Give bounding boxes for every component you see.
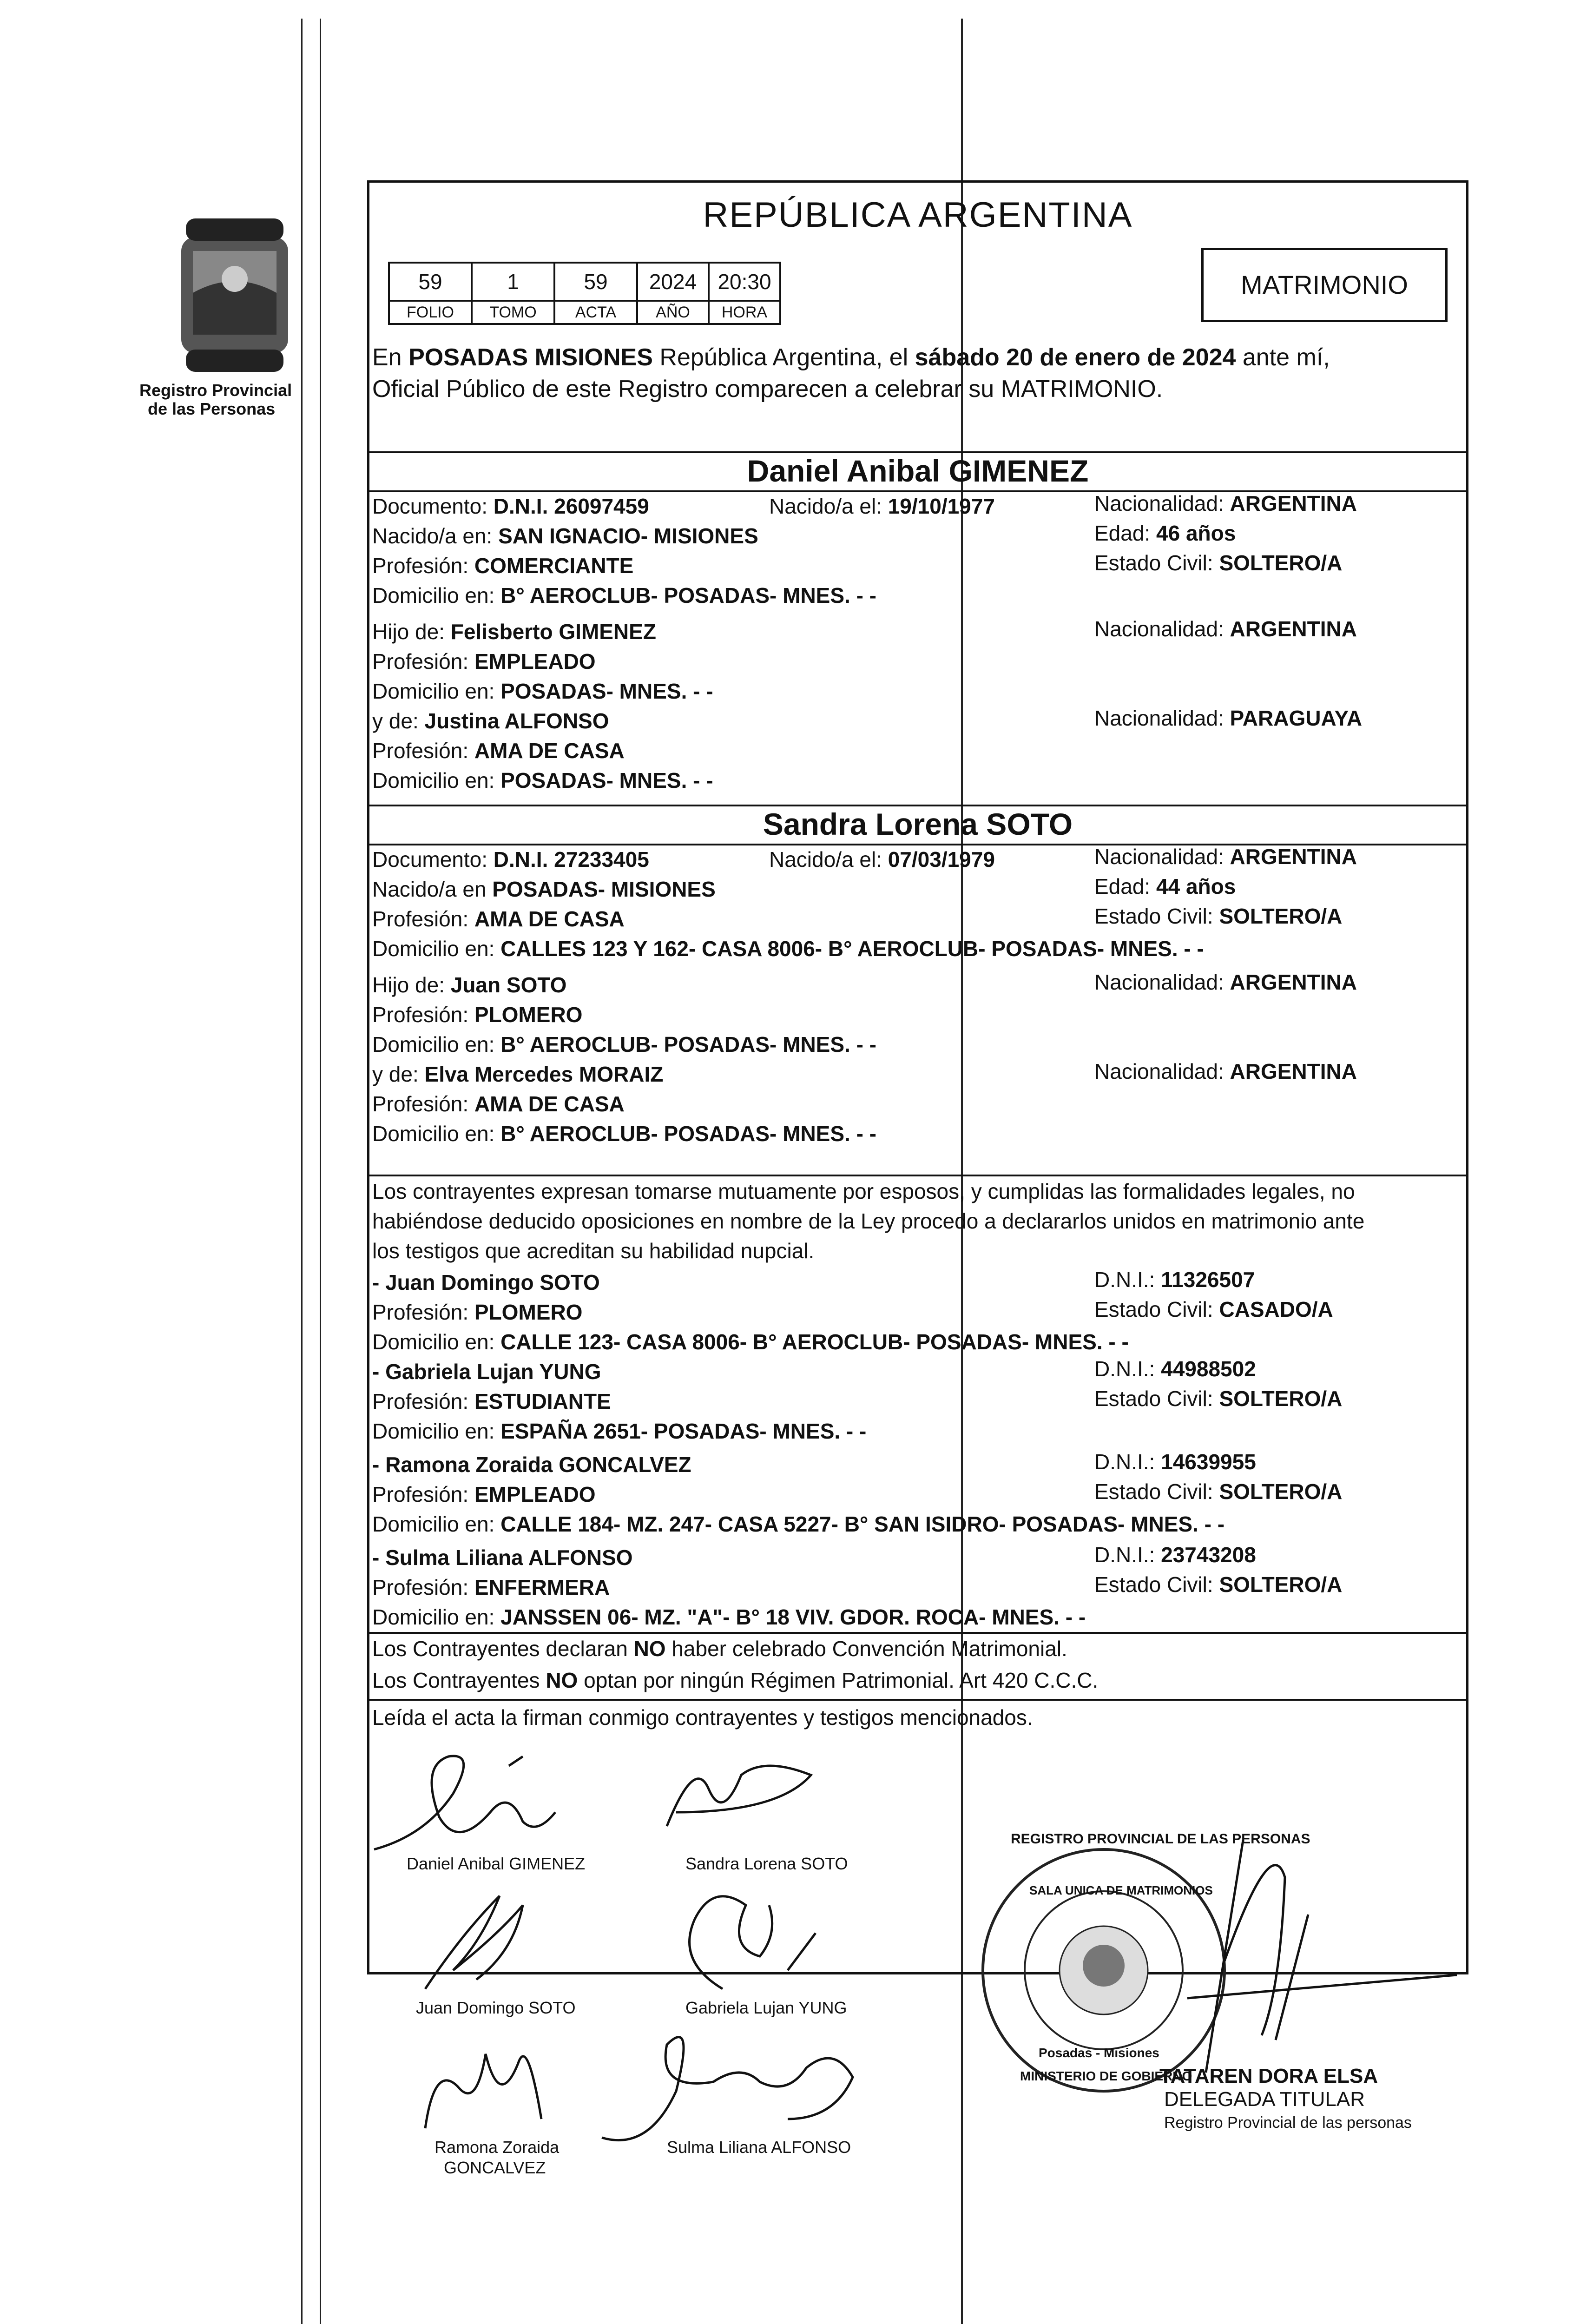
official-role: DELEGADA TITULAR (1164, 2088, 1365, 2111)
signature-label-gabriela: Gabriela Lujan YUNG (685, 1998, 847, 2017)
signature-label-sulma: Sulma Liliana ALFONSO (667, 2138, 851, 2157)
act-type-box: MATRIMONIO (1201, 248, 1448, 322)
contrayente1-civil-status: Estado Civil: SOLTERO/A (1094, 551, 1343, 575)
contrayente2-mother: y de: Elva Mercedes MORAIZ (372, 1062, 664, 1086)
signature-sandra (658, 1747, 825, 1840)
witness-profession: Profesión: EMPLEADO (372, 1482, 596, 1506)
signature-gabriela (667, 1877, 834, 1998)
signature-label-daniel: Daniel Anibal GIMENEZ (407, 1854, 586, 1873)
convention-line1: Los Contrayentes declaran NO haber celebrado Convención Matrimonial. (372, 1637, 1067, 1661)
marriage-certificate-form (367, 180, 1468, 2177)
contrayente2-address: Domicilio en: CALLES 123 Y 162- CASA 8006- B° AEROCLUB- POSADAS- MNES. - - (372, 937, 1204, 961)
folio-value: 59 (390, 264, 471, 302)
witness-dni: D.N.I.: 44988502 (1094, 1357, 1256, 1381)
witness-name: - Ramona Zoraida GONCALVEZ (372, 1452, 691, 1477)
witness-dni: D.N.I.: 11326507 (1094, 1268, 1255, 1292)
contrayente1-address: Domicilio en: B° AEROCLUB- POSADAS- MNES. - - (372, 583, 877, 607)
contrayente2-civil-status: Estado Civil: SOLTERO/A (1094, 904, 1343, 928)
read-statement: Leída el acta la firman conmigo contrayentes y testigos mencionados. (372, 1705, 1033, 1730)
contrayente2-name: Sandra Lorena SOTO (763, 807, 1073, 841)
signature-label-juan: Juan Domingo SOTO (416, 1998, 576, 2017)
witness-address: Domicilio en: CALLE 184- MZ. 247- CASA 5227- B° SAN ISIDRO- POSADAS- MNES. - - (372, 1512, 1225, 1536)
contrayente1-name: Daniel Anibal GIMENEZ (747, 454, 1089, 488)
witness-civil-status: Estado Civil: SOLTERO/A (1094, 1386, 1343, 1411)
hora-label: HORA (721, 304, 768, 321)
contrayente2-mother-address: Domicilio en: B° AEROCLUB- POSADAS- MNES. - - (372, 1122, 877, 1146)
witness-civil-status: Estado Civil: SOLTERO/A (1094, 1572, 1343, 1597)
contrayente1-father-profession: Profesión: EMPLEADO (372, 649, 596, 673)
contrayente1-mother-nationality: Nacionalidad: PARAGUAYA (1094, 706, 1363, 730)
registry-cells (388, 262, 781, 325)
acta-label: ACTA (575, 304, 617, 321)
signature-official (1169, 1822, 1466, 2082)
province-seal-logo (167, 214, 302, 381)
contrayente1-mother: y de: Justina ALFONSO (372, 709, 609, 733)
witness-address: Domicilio en: JANSSEN 06- MZ. "A"- B° 18 VIV. GDOR. ROCA- MNES. - - (372, 1605, 1086, 1629)
official-registry: Registro Provincial de las personas (1164, 2114, 1412, 2132)
witness-name: - Sulma Liliana ALFONSO (372, 1545, 633, 1570)
contrayente2-father-profession: Profesión: PLOMERO (372, 1003, 583, 1027)
contrayente2-father-nationality: Nacionalidad: ARGENTINA (1094, 970, 1357, 994)
witness-civil-status: Estado Civil: SOLTERO/A (1094, 1479, 1343, 1504)
signature-label-ramona-2: GONCALVEZ (444, 2158, 546, 2177)
acta-value: 59 (555, 264, 636, 302)
contrayente2-birthplace: Nacido/a en POSADAS- MISIONES (372, 877, 716, 901)
contrayente2-father-address: Domicilio en: B° AEROCLUB- POSADAS- MNES. - - (372, 1032, 877, 1056)
witness-dni: D.N.I.: 23743208 (1094, 1543, 1256, 1567)
intro-line2: Oficial Público de este Registro comparecen a celebrar su MATRIMONIO. (372, 376, 1163, 403)
witness-name: - Gabriela Lujan YUNG (372, 1360, 601, 1384)
seal-inner-legend: SALA UNICA DE MATRIMONIOS (1029, 1883, 1213, 1897)
anio-value: 2024 (638, 264, 708, 302)
official-name: TATAREN DORA ELSA (1159, 2065, 1378, 2087)
witness-name: - Juan Domingo SOTO (372, 1270, 600, 1294)
contrayente1-father-nationality: Nacionalidad: ARGENTINA (1094, 617, 1357, 641)
signature-label-ramona-1: Ramona Zoraida (434, 2138, 560, 2157)
witness-dni: D.N.I.: 14639955 (1094, 1450, 1256, 1474)
hora-value: 20:30 (710, 264, 779, 302)
contrayente1-section (369, 451, 1466, 792)
witness-profession: Profesión: PLOMERO (372, 1300, 583, 1324)
signature-daniel (369, 1738, 648, 1859)
contrayente1-profession: Profesión: COMERCIANTE (372, 554, 634, 578)
convention-section (369, 1632, 1466, 1692)
contrayente1-age: Edad: 46 años (1094, 521, 1236, 545)
contrayente1-father-address: Domicilio en: POSADAS- MNES. - - (372, 679, 713, 703)
declaration-line1: Los contrayentes expresan tomarse mutuamente por esposos, y cumplidas las formalidades legales, no (372, 1179, 1355, 1203)
signature-label-sandra: Sandra Lorena SOTO (685, 1854, 848, 1873)
contrayente2-doc: Documento: D.N.I. 27233405 (372, 847, 649, 872)
seal-legend: REGISTRO PROVINCIAL DE LAS PERSONAS (1011, 1831, 1310, 1847)
contrayente2-nationality: Nacionalidad: ARGENTINA (1094, 845, 1357, 869)
anio-label: AÑO (656, 304, 690, 321)
witness-profession: Profesión: ESTUDIANTE (372, 1389, 611, 1413)
tomo-label: TOMO (489, 304, 537, 321)
declaration-line3: los testigos que acreditan su habilidad nupcial. (372, 1239, 815, 1263)
org-name-line2: de las Personas (148, 399, 276, 418)
declaration-line2: habiéndose deducido oposiciones en nombre de la Ley procedo a declararlos unidos en matrimonio ante (372, 1209, 1365, 1233)
contrayente1-father: Hijo de: Felisberto GIMENEZ (372, 620, 656, 644)
contrayente1-birthdate: Nacido/a el: 19/10/1977 (769, 494, 995, 518)
document-title: REPÚBLICA ARGENTINA (703, 195, 1133, 235)
contrayente1-doc: Documento: D.N.I. 26097459 (372, 494, 649, 518)
witness-address: Domicilio en: CALLE 123- CASA 8006- B° AEROCLUB- POSADAS- MNES. - - (372, 1330, 1129, 1354)
contrayente2-mother-nationality: Nacionalidad: ARGENTINA (1094, 1059, 1357, 1083)
tomo-value: 1 (473, 264, 553, 302)
signatures-section (369, 1699, 1466, 2177)
contrayente2-mother-profession: Profesión: AMA DE CASA (372, 1092, 625, 1116)
contrayente2-profession: Profesión: AMA DE CASA (372, 907, 625, 931)
seal-city: Posadas - Misiones (1039, 2046, 1159, 2060)
intro-line1: En POSADAS MISIONES República Argentina, el sábado 20 de enero de 2024 ante mí, (372, 344, 1330, 371)
contrayente1-birthplace: Nacido/a en: SAN IGNACIO- MISIONES (372, 524, 758, 548)
seal-bottom-legend: MINISTERIO DE GOBIERNO (1020, 2069, 1192, 2083)
contrayente1-mother-address: Domicilio en: POSADAS- MNES. - - (372, 768, 713, 792)
witness-address: Domicilio en: ESPAÑA 2651- POSADAS- MNES. - - (372, 1419, 867, 1443)
signature-sulma (592, 1998, 899, 2156)
contrayente1-mother-profession: Profesión: AMA DE CASA (372, 739, 625, 763)
contrayente2-age: Edad: 44 años (1094, 874, 1236, 898)
contrayente2-birthdate: Nacido/a el: 07/03/1979 (769, 847, 995, 872)
signature-ramona (407, 2017, 574, 2138)
binding-line (320, 19, 321, 2324)
contrayente1-nationality: Nacionalidad: ARGENTINA (1094, 491, 1357, 515)
declaration-section (369, 1175, 1466, 1629)
convention-line2: Los Contrayentes NO optan por ningún Régimen Patrimonial. Art 420 C.C.C. (372, 1668, 1099, 1692)
contrayente2-father: Hijo de: Juan SOTO (372, 973, 567, 997)
folio-label: FOLIO (406, 304, 454, 321)
signature-juan (407, 1877, 574, 1998)
witness-civil-status: Estado Civil: CASADO/A (1094, 1297, 1333, 1321)
contrayente2-section (369, 805, 1466, 1146)
org-name-line1: Registro Provincial (139, 381, 292, 400)
witness-profession: Profesión: ENFERMERA (372, 1575, 610, 1599)
